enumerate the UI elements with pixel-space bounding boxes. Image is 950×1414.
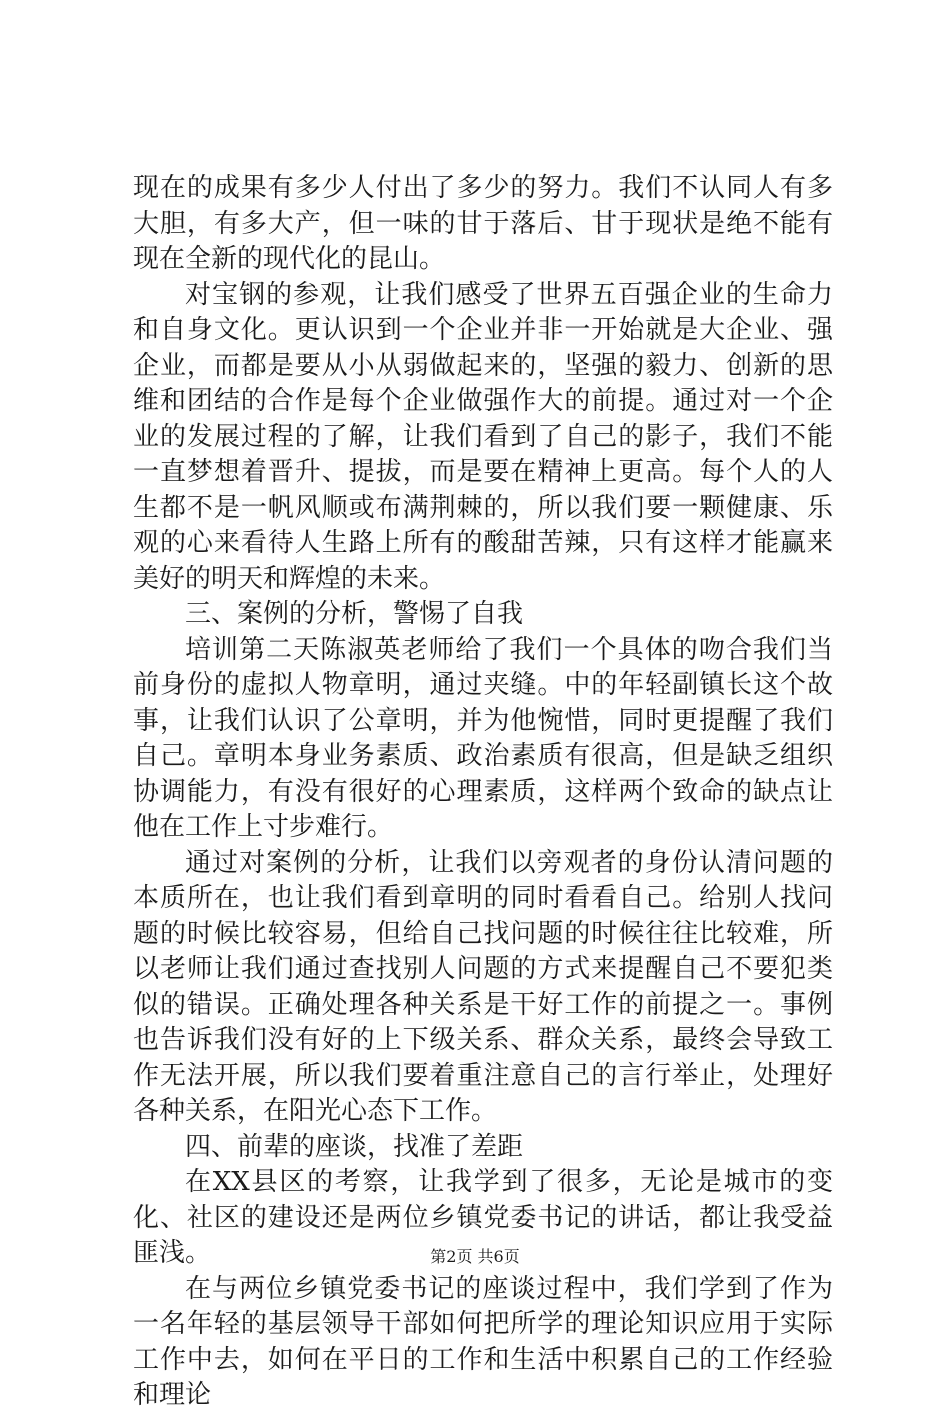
paragraph-7: 在XX县区的考察，让我学到了很多，无论是城市的变化、社区的建设还是两位乡镇党委书记的讲话，都让我受益匪浅。: [133, 1167, 833, 1268]
paragraph-2: 对宝钢的参观，让我们感受了世界五百强企业的生命力和自身文化。更认识到一个企业并非一开始就是大企业、强企业，而都是要从小从弱做起来的，坚强的毅力、创新的思维和团结的合作是每个企业做强作大的前提。通过对一个企业的发展过程的了解，让我们看到了自己的影子，我们不能一直梦想着晋升、提拔，而是要在精神上更高。每个人的人生都不是一帆风顺或布满荆棘的，所以我们要一颗健康、乐观的心来看待人生路上所有的酸甜苦辣，只有这样才能赢来美好的明天和辉煌的未来。: [133, 279, 833, 594]
document-body: [133, 171, 833, 1414]
paragraph-5: 通过对案例的分析，让我们以旁观者的身份认清问题的本质所在，也让我们看到章明的同时看看自己。给别人找问题的时候比较容易，但给自己找问题的时候往往比较难，所以老师让我们通过查找别人问题的方式来提醒自己不要犯类似的错误。正确处理各种关系是干好工作的前提之一。事例也告诉我们没有好的上下级关系、群众关系，最终会导致工作无法开展，所以我们要着重注意自己的言行举止，处理好各种关系，在阳光心态下工作。: [133, 847, 833, 1126]
page-number-footer: 第2页 共6页: [430, 1247, 520, 1266]
paragraph-4: 培训第二天陈淑英老师给了我们一个具体的吻合我们当前身份的虚拟人物章明，通过夹缝。中的年轻副镇长这个故事，让我们认识了公章明，并为他惋惜，同时更提醒了我们自己。章明本身业务素质、政治素质有很高，但是缺乏组织协调能力，有没有很好的心理素质，这样两个致命的缺点让他在工作上寸步难行。: [133, 634, 833, 842]
section-heading-4: 四、前辈的座谈，找准了差距: [185, 1131, 524, 1162]
paragraph-1: 现在的成果有多少人付出了多少的努力。我们不认同人有多大胆，有多大产，但一味的甘于落后、甘于现状是绝不能有现在全新的现代化的昆山。: [133, 173, 833, 274]
paragraph-8: 在与两位乡镇党委书记的座谈过程中，我们学到了作为一名年轻的基层领导干部如何把所学的理论知识应用于实际工作中去，如何在平日的工作和生活中积累自己的工作经验和理论: [133, 1273, 833, 1410]
section-heading-3: 三、案例的分析，警惕了自我: [185, 599, 524, 629]
